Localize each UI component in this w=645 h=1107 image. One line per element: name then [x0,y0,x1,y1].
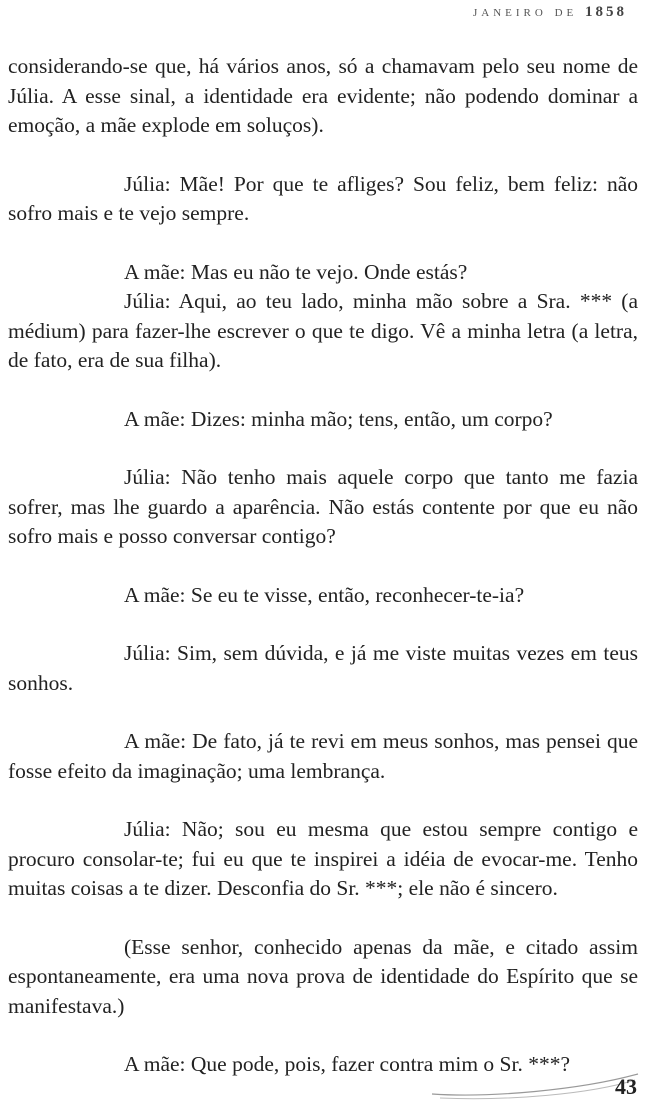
paragraph: A mãe: De fato, já te revi em meus sonhos, mas pensei que fosse efeito da imaginação; uma lembrança. [8,729,638,783]
paragraph: Júlia: Aqui, ao teu lado, minha mão sobre a Sra. *** (a médium) para fazer-lhe escrever o que te digo. Vê a minha letra (a letra, de fato, era de sua filha). [8,289,638,372]
page-body [8,52,638,1080]
running-header [473,4,627,21]
paragraph: A mãe: Se eu te visse, então, reconhecer-te-ia? [124,582,525,607]
paragraph: A mãe: Dizes: minha mão; tens, então, um corpo? [124,406,553,431]
paragraph: Júlia: Sim, sem dúvida, e já me viste muitas vezes em teus sonhos. [8,641,638,695]
header-year: 1858 [585,4,627,20]
paragraph: Júlia: Mãe! Por que te afliges? Sou feliz, bem feliz: não sofro mais e te vejo sempre. [8,171,638,225]
paragraph: (Esse senhor, conhecido apenas da mãe, e citado assim espontaneamente, era uma nova prova de identidade do Espírito que se manifestava.) [8,934,638,1018]
decorative-swoosh [430,1068,640,1102]
header-month: janeiro de [473,4,578,20]
paragraph: A mãe: Mas eu não te vejo. Onde estás? [124,259,468,284]
paragraph: Júlia: Não; sou eu mesma que estou sempre contigo e procuro consolar-te; fui eu que te inspirei a idéia de evocar-me. Tenho muitas coisas a te dizer. Desconfia do Sr. ***; ele não é sincero. [8,817,638,900]
paragraph: considerando-se que, há vários anos, só a chamavam pelo seu nome de Júlia. A esse sinal, a identidade era evidente; não podendo dominar a emoção, a mãe explode em soluços). [8,54,638,137]
page-number: 43 [615,1074,637,1099]
paragraph: Júlia: Não tenho mais aquele corpo que tanto me fazia sofrer, mas lhe guardo a aparência. Não estás contente por que eu não sofro mais e posso conversar contigo? [8,465,638,548]
paragraph: A mãe: Que pode, pois, fazer contra mim o Sr. ***? [124,1052,571,1076]
